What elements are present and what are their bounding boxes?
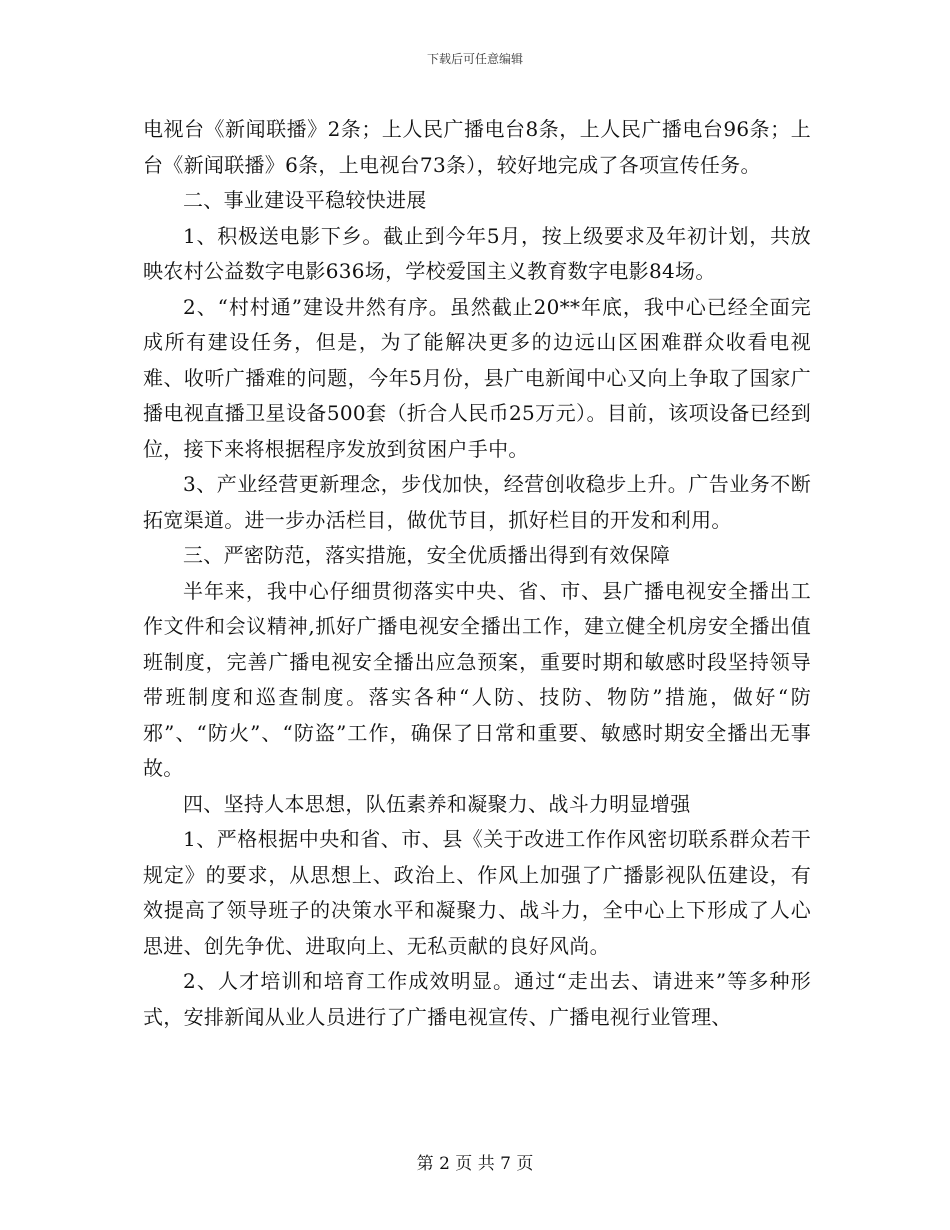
section-heading-4: 四、坚持人本思想，队伍素养和凝聚力、战斗力明显增强 [183, 791, 691, 816]
paragraph-2-1: 1、积极送电影下乡。截止到今年5月，按上级要求及年初计划，共放映农村公益数字电影636场，学校爱国主义教育数字电影84场。 [143, 223, 811, 283]
paragraph-1: 电视台《新闻联播》2条；上人民广播电台8条，上人民广播电台96条；上台《新闻联播》6条，上电视台73条），较好地完成了各项宣传任务。 [143, 117, 811, 177]
document-body [143, 112, 811, 1035]
section-heading-2: 二、事业建设平稳较快进展 [183, 188, 427, 212]
paragraph-3: 半年来，我中心仔细贯彻落实中央、省、市、县广播电视安全播出工作文件和会议精神,抓好广播电视安全播出工作，建立健全机房安全播出值班制度，完善广播电视安全播出应急预案，重要时期和敏感时段坚持领导带班制度和巡查制度。落实各种“人防、技防、物防”措施，做好“防邪”、“防火”、“防盗”工作，确保了日常和重要、敏感时期安全播出无事故。 [143, 578, 811, 780]
paragraph-4-2: 2、人才培训和培育工作成效明显。通过“走出去、请进来”等多种形式，安排新闻从业人员进行了广播电视宣传、广播电视行业管理、 [143, 969, 811, 1029]
section-heading-3: 三、严密防范，落实措施，安全优质播出得到有效保障 [183, 543, 671, 567]
page-header: 下载后可任意编辑 [426, 52, 523, 66]
page-number-footer: 第 2 页 共 7 页 [416, 1154, 534, 1174]
paragraph-2-2: 2、“村村通”建设井然有序。虽然截止20**年底，我中心已经全面完成所有建设任务，但是，为了能解决更多的边远山区困难群众收看电视难、收听广播难的问题，今年5月份，县广电新闻中心又向上争取了国家广播电视直播卫星设备500套（折合人民币25万元）。目前，该项设备已经到位，接下来将根据程序发放到贫困户手中。 [143, 294, 811, 461]
paragraph-2-3: 3、产业经营更新理念，步伐加快，经营创收稳步上升。广告业务不断拓宽渠道。进一步办活栏目，做优节目，抓好栏目的开发和利用。 [143, 472, 811, 532]
paragraph-4-1: 1、严格根据中央和省、市、县《关于改进工作作风密切联系群众若干规定》的要求，从思想上、政治上、作风上加强了广播影视队伍建设，有效提高了领导班子的决策水平和凝聚力、战斗力，全中心上下形成了人心思进、创先争优、进取向上、无私贡献的良好风尚。 [143, 827, 811, 958]
